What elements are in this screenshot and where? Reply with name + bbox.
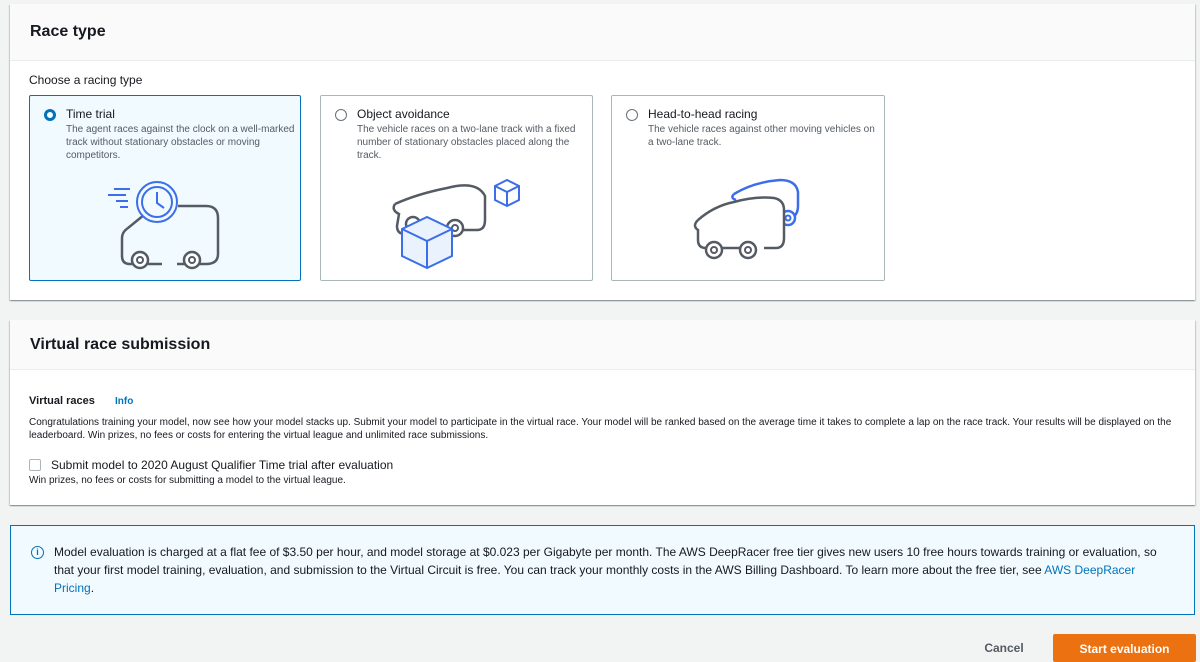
pricing-info-body: Model evaluation is charged at a flat fee of $3.50 per hour, and model storage at $0.023 per Gigabyte per month. The AWS DeepRacer free tier gives new users 10 free hours towards training or evaluation, so that your first model training, evaluation, and submission to the Virtual Circuit is free. You can track your monthly costs in the AWS Billing Dashboard. To learn more about the free tier, see — [54, 545, 1157, 577]
head-to-head-description: The vehicle races against other moving vehicles on a two-lane track. — [648, 124, 875, 148]
race-option-time-trial[interactable] — [29, 95, 301, 281]
cancel-button[interactable]: Cancel — [968, 634, 1040, 660]
object-avoidance-radio[interactable] — [335, 109, 347, 121]
object-avoidance-title: Object avoidance — [357, 107, 450, 121]
submit-model-checkbox-label[interactable]: Submit model to 2020 August Qualifier Time trial after evaluation — [51, 458, 394, 472]
choose-racing-type-label: Choose a racing type — [29, 73, 143, 87]
time-trial-radio[interactable] — [44, 109, 56, 121]
pricing-info-suffix: . — [90, 581, 95, 595]
time-trial-title: Time trial — [66, 107, 115, 121]
head-to-head-illustration — [684, 174, 814, 274]
virtual-race-header — [10, 320, 1195, 370]
time-trial-illustration — [100, 176, 230, 276]
pricing-info-text — [54, 543, 1174, 597]
object-avoidance-illustration — [387, 174, 537, 274]
start-evaluation-button[interactable]: Start evaluation — [1053, 634, 1196, 662]
race-option-head-to-head[interactable] — [611, 95, 885, 281]
object-avoidance-description: The vehicle races on a two-lane track with a fixed number of stationary obstacles placed along the track. — [357, 124, 576, 161]
virtual-races-description: Congratulations training your model, now see how your model stacks up. Submit your model to participate in the virtual race. Your model will be ranked based on the average time it takes to complete a lap on the race track. Your results will be displayed on the leaderboard. Win prizes, no fees or costs for entering the virtual league and unlimited race submissions. — [29, 417, 1172, 441]
deepracer-pricing-link[interactable]: AWS DeepRacer Pricing — [54, 563, 1136, 595]
virtual-races-info-link[interactable]: Info — [115, 396, 134, 407]
race-option-object-avoidance[interactable] — [320, 95, 593, 281]
info-icon: i — [31, 546, 44, 559]
head-to-head-title: Head-to-head racing — [648, 107, 758, 121]
race-type-header — [10, 4, 1195, 61]
time-trial-description: The agent races against the clock on a well-marked track without stationary obstacles or moving competitors. — [66, 124, 295, 161]
submit-model-checkbox-description: Win prizes, no fees or costs for submitting a model to the virtual league. — [29, 475, 346, 486]
head-to-head-radio[interactable] — [626, 109, 638, 121]
submit-model-checkbox[interactable] — [29, 459, 41, 471]
race-type-panel — [10, 4, 1195, 300]
virtual-race-panel — [10, 320, 1195, 505]
virtual-race-title: Virtual race submission — [30, 335, 211, 353]
race-type-title: Race type — [30, 23, 106, 40]
pricing-info-alert — [10, 525, 1195, 615]
virtual-races-label: Virtual races — [29, 395, 95, 407]
